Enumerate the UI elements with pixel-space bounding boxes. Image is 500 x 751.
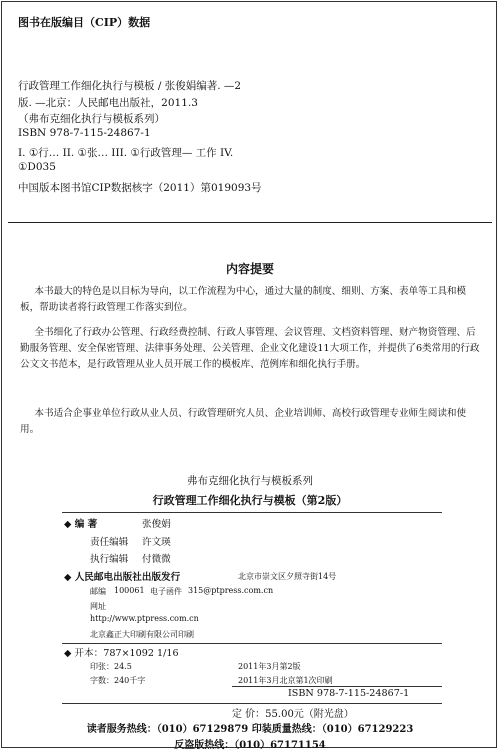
postcode: 100061 [114,586,145,595]
cip-edition-line: 版. —北京：人民邮电出版社，2011.3 [18,97,198,109]
publisher-address: 北京市崇文区夕照寺街14号 [238,572,337,581]
website: http://www.ptpress.com.cn [90,614,199,623]
cip-series-line: （弗布克细化执行与模板系列） [18,113,165,125]
email: 315@ptpress.com.cn [188,586,274,595]
email-label: 电子函件 [150,587,182,596]
book-format: ◆ 开本：787×1092 1/16 [64,648,179,659]
publisher: ◆ 人民邮电出版社出版发行 [64,572,181,583]
printer: 北京鑫正大印刷有限公司印刷 [90,630,194,639]
author-label: ◆ 编 著 [64,519,98,530]
series-name: 弗布克细化执行与模板系列 [187,475,313,487]
exec-editor-label: 执行编辑 [90,554,129,565]
cip-classification: I. ①行… II. ①张… III. ①行政管理— 工作 IV. [18,147,234,159]
word-count: 字数：240千字 [90,676,146,685]
printing-info: 2011年3月北京第1次印刷 [238,676,333,685]
postcode-label: 邮编 [90,587,106,596]
colophon-rule-bottom [62,703,442,704]
cip-classification-2: ①D035 [18,161,56,173]
reader-service-hotline: 读者服务热线：（010）67129879 印装质量热线：（010）67129223 [86,724,414,735]
editor-name: 许文瑛 [142,537,171,548]
summary-paragraph-1: 本书最大的特色是以目标为导向，以工作流程为中心，通过大量的制度、细则、方案、表单等工具和模板，帮助读者将行政管理工作落实到位。 [20,286,467,313]
website-label: 网址 [90,602,106,611]
colophon-rule-middle [62,643,442,644]
book-title: 行政管理工作细化执行与模板（第2版） [152,494,348,507]
colophon-isbn: ISBN 978-7-115-24867-1 [288,688,410,699]
summary-paragraph-3: 本书适合企事业单位行政从业人员、行政管理研究人员、企业培训师、高校行政管理专业师生阅读和使用。 [20,408,467,435]
summary-title: 内容提要 [225,262,274,276]
author-name: 张俊娟 [142,519,171,530]
colophon-rule-top [62,512,442,513]
edition-info: 2011年3月第2版 [238,662,301,671]
cip-title: 图书在版编目（CIP）数据 [18,16,151,29]
isbn-rule [232,686,442,687]
summary-paragraph-2: 全书细化了行政办公管理、行政经费控制、行政人事管理、会议管理、文档资料管理、财产物资管理、后勤服务管理、安全保密管理、法律事务处理、公关管理、企业文化建设11大项工作，并提供了6类常用的行政公文文书范本，是行政管理从业人员开展工作的模板库、范例库和细化执行手册。 [20,327,480,370]
cip-isbn: ISBN 978-7-115-24867-1 [18,127,151,139]
cip-record-number: 中国版本图书馆CIP数据核字（2011）第019093号 [18,182,262,194]
cip-title-line: 行政管理工作细化执行与模板 / 张俊娟编著. —2 [18,80,242,92]
print-sheets: 印张：24.5 [90,662,132,671]
section-divider [8,222,492,223]
price: 定 价：55.00元（附光盘） [232,709,354,720]
anti-piracy-hotline: 反盗版热线：（010）67171154 [174,740,326,751]
exec-editor-name: 付微微 [142,554,171,565]
editor-label: 责任编辑 [90,537,129,548]
